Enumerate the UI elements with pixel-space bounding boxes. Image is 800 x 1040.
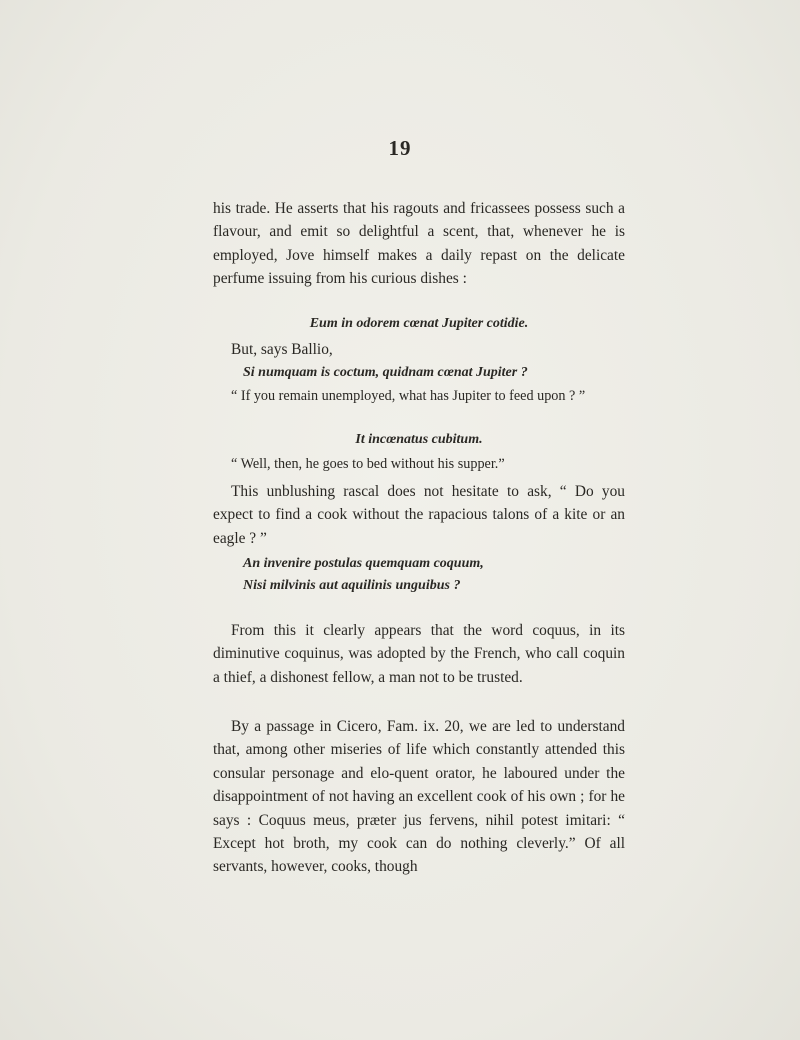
- paragraph-text: “ Well, then, he goes to bed without his supper.”: [231, 456, 505, 472]
- paragraph-unblushing: [213, 480, 625, 550]
- latin-quote-text: Si numquam is coctum, quidnam cœnat Jupiter ?: [243, 365, 528, 380]
- latin-quote-numquam: [213, 362, 625, 384]
- latin-quote-coquum: [213, 553, 625, 597]
- paragraph-supper: [213, 453, 625, 475]
- latin-quote-line: Nisi milvinis aut aquilinis unguibus ?: [243, 578, 461, 593]
- page-number: 19: [388, 136, 412, 160]
- latin-quote-line: An invenire postulas quemquam coquum,: [243, 556, 484, 571]
- paragraph-text: By a passage in Cicero, Fam. ix. 20, we are led to understand that, among other miseries of life which constantly attended this consular personage and elo-quent orator, he laboured under the disappointment of not having an excellent cook of his own ; for he says : Coquus meus, præter jus fervens, nihil potest imitari: “ Except hot broth, my cook can do nothing cleverly.” Of all servants, however, cooks, though: [213, 718, 625, 876]
- latin-quote-cotidie: [213, 313, 625, 335]
- latin-quote-text: [213, 553, 625, 597]
- latin-quote-incoenatus: [213, 429, 625, 451]
- paragraph-cicero: [213, 715, 625, 879]
- paragraph-ragouts: [213, 197, 625, 291]
- paragraph-text: But, says Ballio,: [231, 341, 333, 358]
- paragraph-text: “ If you remain unemployed, what has Jupiter to feed upon ? ”: [231, 388, 586, 404]
- latin-quote-text: It incœnatus cubitum.: [355, 432, 483, 447]
- latin-quote-text: Eum in odorem cœnat Jupiter cotidie.: [309, 316, 529, 331]
- paragraph-text: From this it clearly appears that the word coquus, in its diminutive coquinus, was adopted by the French, who call coquin a thief, a dishonest fellow, a man not to be trusted.: [213, 622, 625, 686]
- paragraph-text: This unblushing rascal does not hesitate to ask, “ Do you expect to find a cook without the rapacious talons of a kite or an eagle ? ”: [213, 483, 625, 547]
- paragraph-coquus: [213, 619, 625, 689]
- paragraph-unemployed: [213, 385, 625, 407]
- paragraph-text: his trade. He asserts that his ragouts and fricassees possess such a flavour, and emit so delightful a scent, that, whenever he is employed, Jove himself makes a daily repast on the delicate perfume issuing from his curious dishes :: [213, 200, 625, 288]
- paragraph-ballio: [213, 338, 625, 361]
